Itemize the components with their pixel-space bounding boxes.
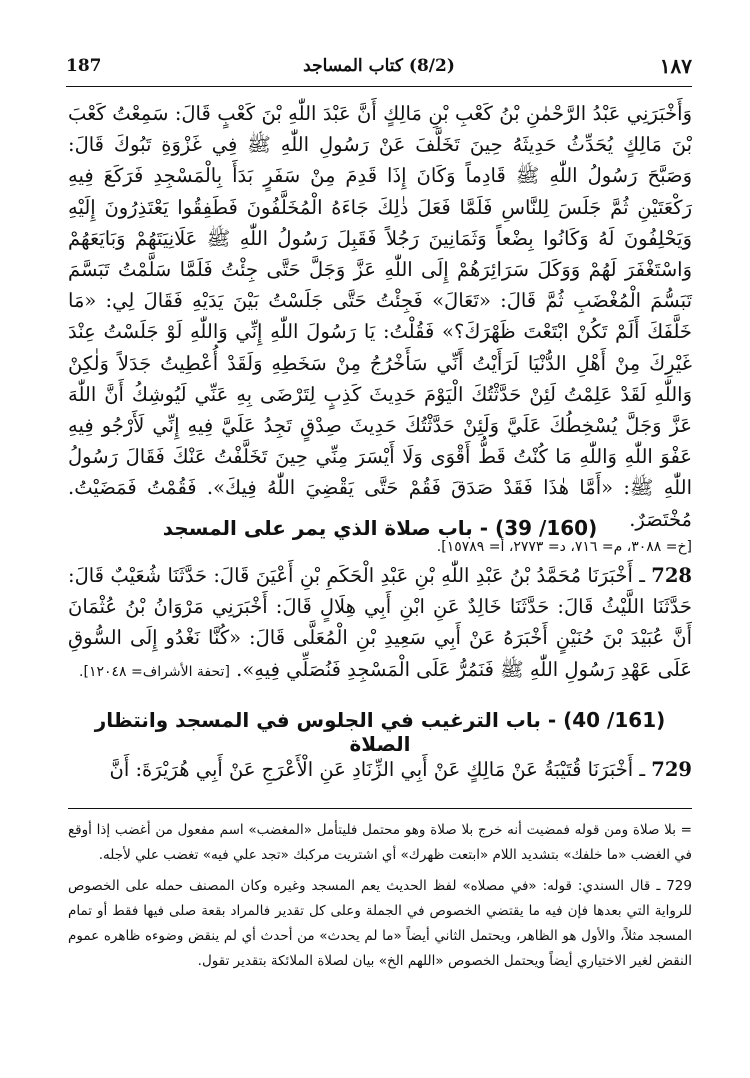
hadith-728 [68, 560, 692, 685]
hadith-text: ـ أَخْبَرَنَا مُحَمَّدُ بْنُ عَبْدِ اللّٰهِ بْنِ عَبْدِ الْحَكَمِ بْنِ أَعْيَنَ قَالَ: حَدَّثَنَا شُعَيْبٌ قَالَ: حَدَّثَنَا اللَّيْثُ قَالَ: حَدَّثَنَا خَالِدٌ عَنِ ابْنِ أَبِي هِلَالٍ قَالَ: أَخْبَرَنِي مَرْوَانُ بْنُ عُثْمَانَ أَنَّ عُبَيْدَ بْنَ حُنَيْنٍ أَخْبَرَهُ عَنْ أَبِي سَعِيدِ بْنِ الْمُعَلَّى قَالَ: «كُنَّا نَغْدُو إِلَى السُّوقِ عَلَى عَهْدِ رَسُولِ اللّٰهِ ﷺ فَنَمُرُّ عَلَى الْمَسْجِدِ فَنُصَلِّي فِيهِ». [68, 564, 692, 681]
hadith-text: وَأَخْبَرَنِي عَبْدُ الرَّحْمٰنِ بْنُ كَعْبِ بْنِ مَالِكٍ أَنَّ عَبْدَ اللّٰهِ بْنَ كَعْبٍ قَالَ: سَمِعْتُ كَعْبَ بْنَ مَالِكٍ يُحَدِّثُ حَدِيثَهُ حِينَ تَخَلَّفَ عَنْ رَسُولِ اللّٰهِ ﷺ فِي غَزْوَةِ تَبُوكَ قَالَ: وَصَبَّحَ رَسُولُ اللّٰهِ ﷺ قَادِماً وَكَانَ إِذَا قَدِمَ مِنْ سَفَرٍ بَدَأَ بِالْمَسْجِدِ فَرَكَعَ فِيهِ رَكْعَتَيْنِ ثُمَّ جَلَسَ لِلنَّاسِ فَلَمَّا فَعَلَ ذٰلِكَ جَاءَهُ الْمُخَلَّفُونَ فَطَفِقُوا يَعْتَذِرُونَ إِلَيْهِ وَيَحْلِفُونَ لَهُ وَكَانُوا بِضْعاً وَثَمَانِينَ رَجُلاً فَقَبِلَ رَسُولُ اللّٰهِ ﷺ عَلَانِيَتَهُمْ وَبَايَعَهُمْ وَاسْتَغْفَرَ لَهُمْ وَوَكَلَ سَرَائِرَهُمْ إِلَى اللّٰهِ عَزَّ وَجَلَّ حَتَّى جِئْتُ فَلَمَّا سَلَّمْتُ تَبَسَّمَ تَبَسُّمَ الْمُغْضَبِ ثُمَّ قَالَ: «تَعَالَ» فَجِئْتُ حَتَّى جَلَسْتُ بَيْنَ يَدَيْهِ فَقَالَ لِي: «مَا خَلَّفَكَ أَلَمْ تَكُنْ ابْتَعْتَ ظَهْرَكَ؟» فَقُلْتُ: يَا رَسُولَ اللّٰهِ إِنِّي وَاللّٰهِ لَوْ جَلَسْتُ عِنْدَ غَيْرِكَ مِنْ أَهْلِ الدُّنْيَا لَرَأَيْتُ أَنِّي سَأَخْرُجُ مِنْ سَخَطِهِ وَلَقَدْ أُعْطِيتُ جَدَلاً وَلٰكِنْ وَاللّٰهِ لَقَدْ عَلِمْتُ لَئِنْ حَدَّثْتُكَ الْيَوْمَ حَدِيثَ كَذِبٍ لِتَرْضَى بِهِ عَنِّي لَيُوشِكُ أَنَّ اللّٰهَ عَزَّ وَجَلَّ يُسْخِطُكَ عَلَيَّ وَلَئِنْ حَدَّثْتُكَ حَدِيثَ صِدْقٍ تَجِدُ عَلَيَّ فِيهِ إِنِّي لَأَرْجُو فِيهِ عَفْوَ اللّٰهِ وَاللّٰهِ مَا كُنْتُ قَطُّ أَقْوَى وَلَا أَيْسَرَ مِنِّي حِينَ تَخَلَّفْتُ عَنْكَ فَقَالَ رَسُولُ اللّٰهِ ﷺ: «أَمَّا هٰذَا فَقَدْ صَدَقَ فَقُمْ حَتَّى يَقْضِيَ اللّٰهُ فِيكَ». فَقُمْتُ فَمَضَيْتُ. مُخْتَصَرٌ. [68, 102, 692, 531]
hadith-text: ـ أَخْبَرَنَا قُتَيْبَةُ عَنْ مَالِكٍ عَنْ أَبِي الزِّنَادِ عَنِ الْأَعْرَجِ عَنْ أَبِي هُرَيْرَةَ: أَنَّ [109, 758, 646, 781]
footnotes [68, 818, 692, 980]
page-number-latin: 187 [66, 56, 102, 76]
hadith-number: 728 [651, 564, 692, 587]
hadith-continuation [68, 98, 692, 559]
footnote: 729 ـ قال السندي: قوله: «في مصلاه» لفظ الحديث يعم المسجد وغيره وكان المصنف حمله على الخصوص للرواية التي بعدها فإن فيه ما يقتضي الخصوص في الجملة وعلى كل تقدير فالمراد بقعة صلى فيها فقط أو تمام المسجد مثلاً، والأول هو الظاهر، ويحتمل الثاني أيضاً «ما لم يحدث» من أحدث أي لم ينقض وضوءه ظاهره عموم النقض لغير الاختياري أيضاً ويحتمل الخصوص «اللهم الخ» بيان لصلاة الملائكة بتقدير تقول. [68, 878, 692, 969]
footnote-separator [68, 808, 692, 809]
footnote: = بلا صلاة ومن قوله فمضيت أنه خرج بلا صلاة وهو محتمل فليتأمل «المغضب» اسم مفعول من أغضب إذا أوقع في الغضب «ما خلفك» بتشديد اللام «ابتعت ظهرك» أي اشتريت مركبك «تجد علي فيه» تغضب علي لأجله. [68, 822, 692, 863]
chapter-heading-160: (160/ 39) - باب صلاة الذي يمر على المسجد [162, 516, 598, 540]
hadith-729 [68, 754, 692, 785]
page-header [66, 52, 692, 87]
takhrij-reference: [تحفة الأشراف= ١٢٠٤٨]. [79, 663, 230, 680]
takhrij-reference: [خ= ٣٠٨٨، م= ٧١٦، د= ٢٧٧٣، أ= ١٥٧٨٩]. [436, 538, 692, 555]
page-number-arabic: ١٨٧ [659, 54, 692, 78]
hadith-number: 729 [651, 758, 692, 781]
running-title: (8/2) كتاب المساجد [303, 56, 455, 76]
chapter-heading-161: (161/ 40) - باب الترغيب في الجلوس في المسجد وانتظار الصلاة [94, 708, 666, 756]
